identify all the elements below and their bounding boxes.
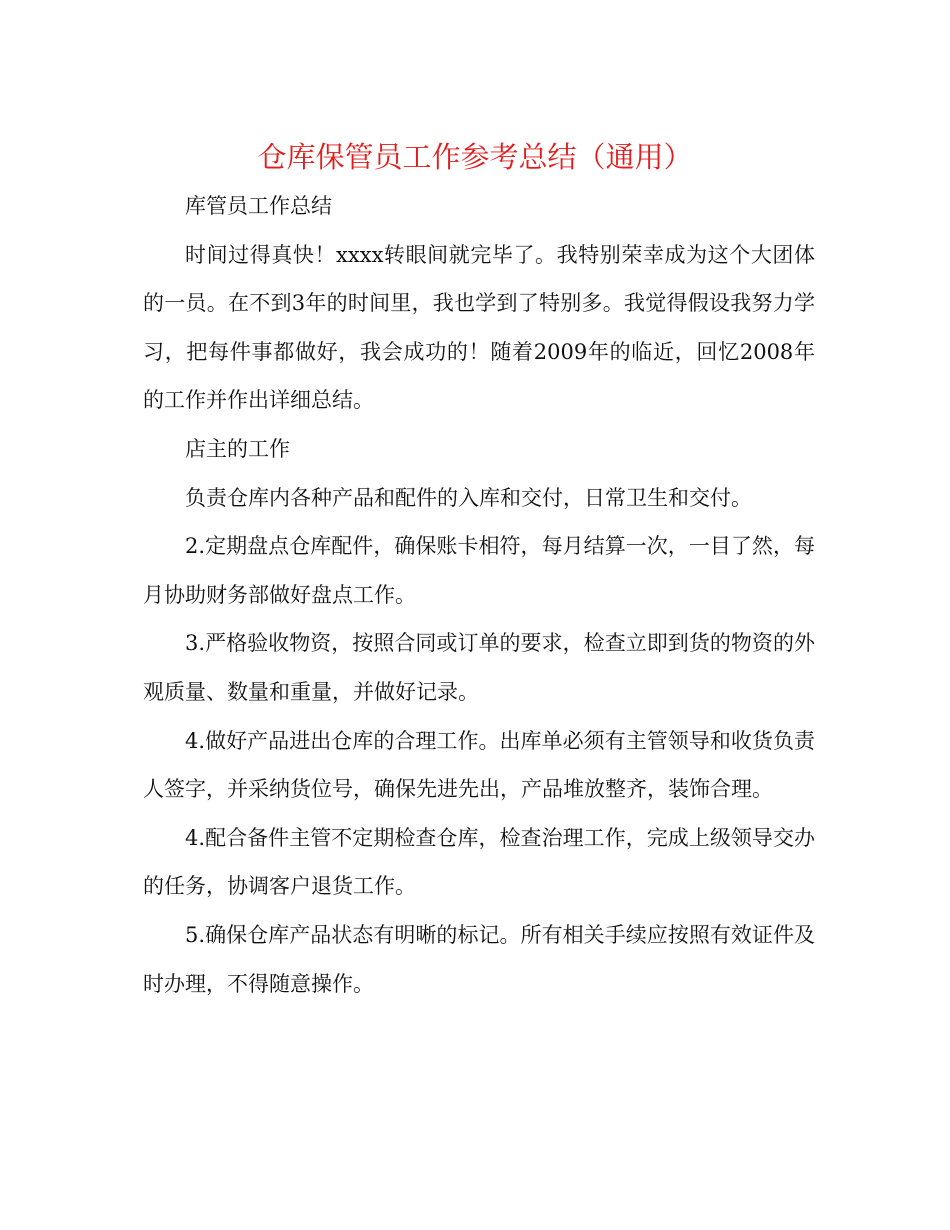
section-heading-summary: 库管员工作总结 [185,194,332,218]
paragraph-duty-2: 2.定期盘点仓库配件，确保账卡相符，每月结算一次，一目了然，每月协助财务部做好盘点工作。 [143,534,815,607]
document-body [143,182,815,1008]
paragraph-duty-4b: 4.配合备件主管不定期检查仓库，检查治理工作，完成上级领导交办的任务，协调客户退货工作。 [143,825,815,899]
paragraph-duty-1: 负责仓库内各种产品和配件的入库和交付，日常卫生和交付。 [185,485,752,510]
document-title: 仓库保管员工作参考总结（通用） [257,140,693,174]
paragraph-duty-4: 4.做好产品进出仓库的合理工作。出库单必须有主管领导和收货负责人签字，并采纳货位号，确保先进先出，产品堆放整齐，装饰合理。 [143,728,815,802]
paragraph-duty-3: 3.严格验收物资，按照合同或订单的要求，检查立即到货的物资的外观质量、数量和重量，并做好记录。 [143,631,815,704]
paragraph-duty-5: 5.确保仓库产品状态有明晰的标记。所有相关手续应按照有效证件及时办理，不得随意操作。 [143,922,815,996]
paragraph-intro: 时间过得真快！xxxx转眼间就完毕了。我特别荣幸成为这个大团体的一员。在不到3年的时间里，我也学到了特别多。我觉得假设我努力学习，把每件事都做好，我会成功的！随着2009年的临近，回忆2008年的工作并作出详细总结。 [143,242,815,413]
section-heading-duties: 店主的工作 [185,436,290,461]
